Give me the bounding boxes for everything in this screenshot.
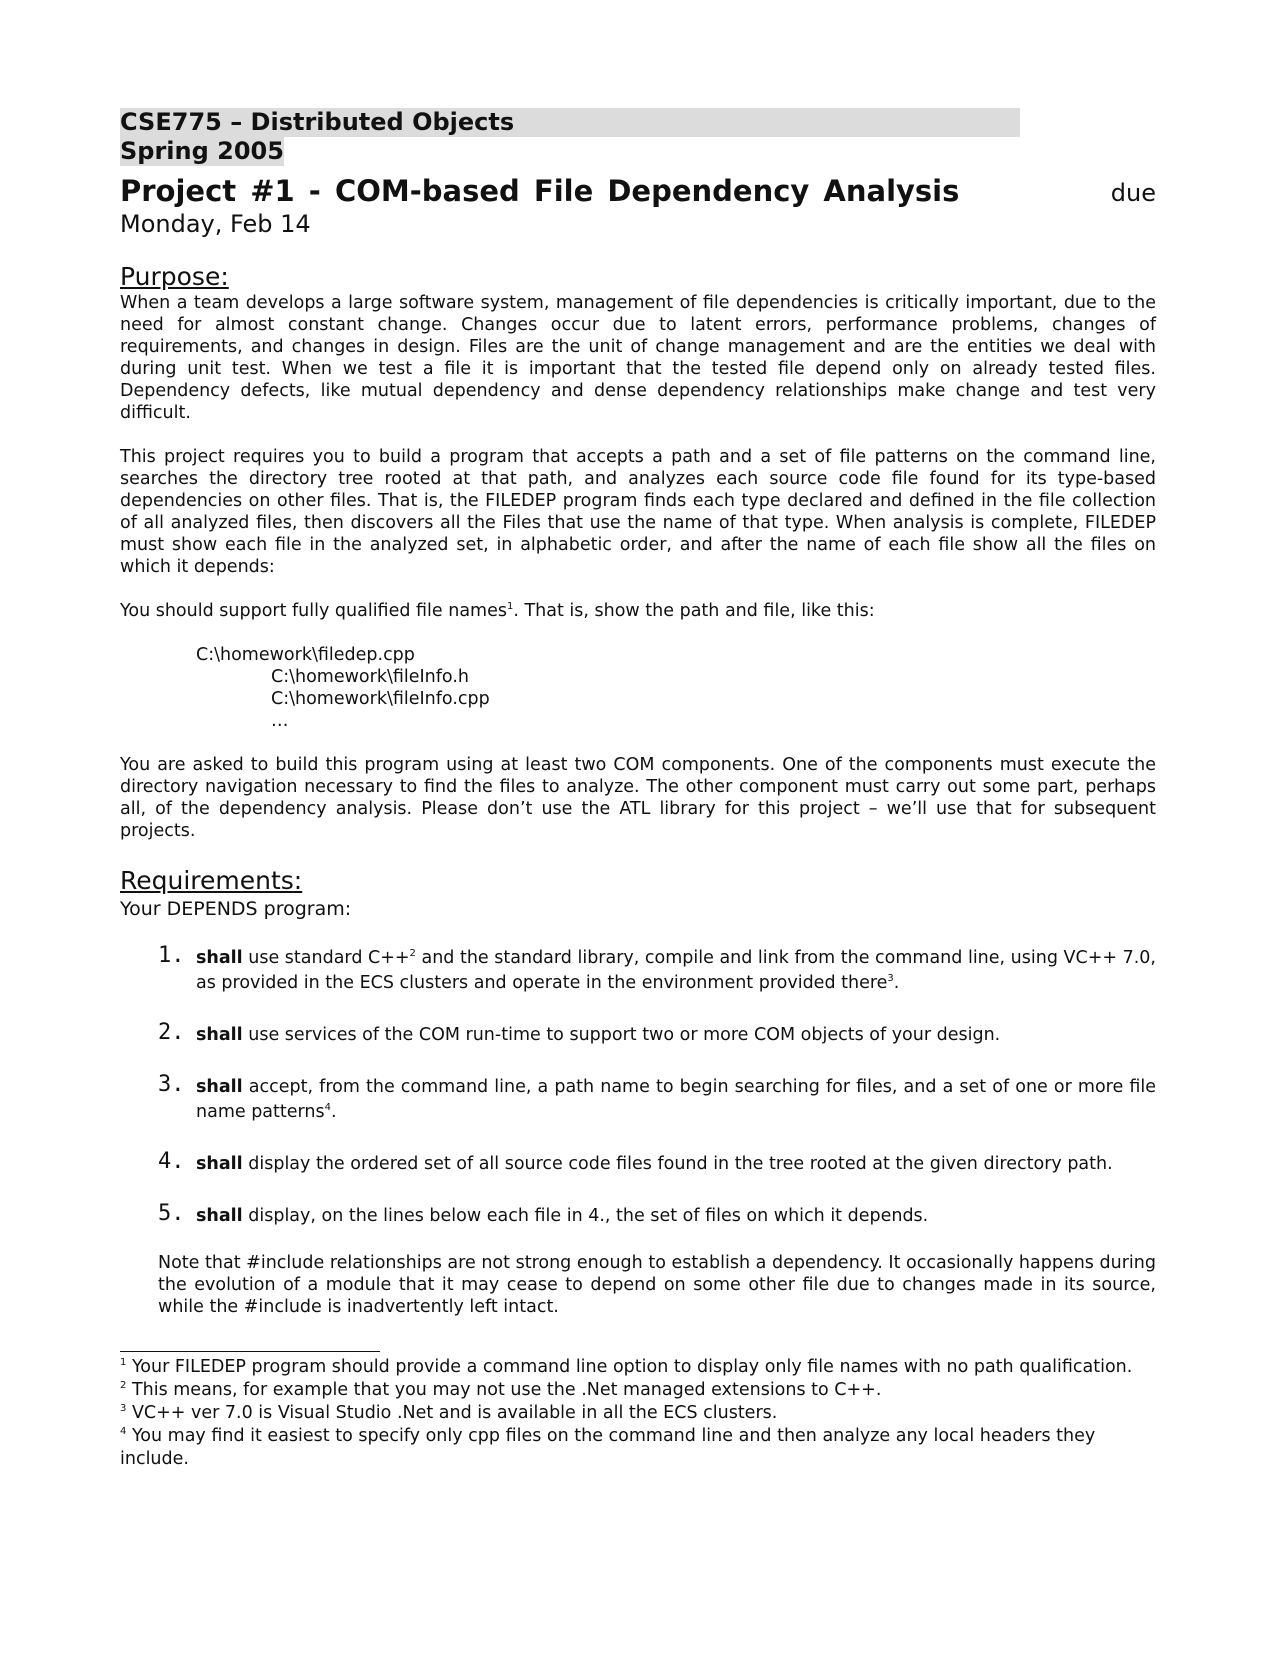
requirement-text-cont: and the standard library, compile and link from the command line, using VC++ 7.0, as provided in the ECS clusters and operate in the environment provided there <box>196 948 1156 993</box>
requirement-text: use standard C++ <box>242 948 410 968</box>
footnote-number: 3 <box>120 1403 127 1415</box>
requirement-number: 5. <box>158 1201 185 1226</box>
footnote-ref-1: 1 <box>506 601 514 613</box>
example-ellipsis: … <box>271 711 289 731</box>
purpose-heading: Purpose: <box>120 262 229 291</box>
requirements-heading: Requirements: <box>120 866 303 895</box>
footnote-ref-3: 3 <box>887 973 894 985</box>
include-note: Note that #include relationships are not strong enough to establish a dependency. It occasionally happens during the evolution of a module that it may cease to depend on some other file due to changes made in its source, while the #include is inadvertently left intact. <box>158 1253 1156 1317</box>
footnotes <box>120 1356 1156 1471</box>
shall-keyword: shall <box>196 1077 243 1097</box>
requirement-item <box>120 1020 1156 1048</box>
requirement-number: 4. <box>158 1149 185 1174</box>
requirement-text: accept, from the command line, a path name to begin searching for files, and a set of one or more file name patterns <box>196 1077 1156 1122</box>
footnote-ref-2: 2 <box>409 948 416 960</box>
requirement-text-end: . <box>893 973 900 993</box>
requirements-intro: Your DEPENDS program: <box>120 898 352 920</box>
purpose-paragraph-1: When a team develops a large software system, management of file dependencies is critically important, due to the need for almost constant change. Changes occur due to latent errors, performance problems, changes of requirements, and changes in design. Files are the unit of change management and are the entities we deal with during unit test. When we test a file it is important that the tested file depend only on already tested files. Dependency defects, like mutual dependency and dense dependency relationships make change and test very difficult. <box>120 293 1156 423</box>
course-title: CSE775 – Distributed Objects <box>120 108 1020 137</box>
footnote <box>120 1425 1156 1471</box>
semester: Spring 2005 <box>120 137 284 165</box>
requirement-text: display the ordered set of all source code files found in the tree rooted at the given directory path. <box>242 1154 1113 1174</box>
requirement-item <box>120 1149 1156 1177</box>
requirement-item <box>120 1072 1156 1125</box>
purpose-paragraph-4: You are asked to build this program using at least two COM components. One of the components must execute the directory navigation necessary to find the files to analyze. The other component must carry out some part, perhaps all, of the dependency analysis. Please don’t use the ATL library for this project – we’ll use that for subsequent projects. <box>120 755 1156 841</box>
purpose-paragraph-3 <box>120 600 1156 622</box>
requirement-number: 3. <box>158 1072 185 1097</box>
purpose-paragraph-2: This project requires you to build a program that accepts a path and a set of file patterns on the command line, searches the directory tree rooted at that path, and analyzes each source code file found for its type-based dependencies on other files. That is, the FILEDEP program finds each type declared and defined in the file collection of all analyzed files, then discovers all the Files that use the name of that type. When analysis is complete, FILEDEP must show each file in the analyzed set, in alphabetic order, and after the name of each file show all the files on which it depends: <box>120 447 1156 577</box>
shall-keyword: shall <box>196 1206 243 1226</box>
p3-text-end: . That is, show the path and file, like this: <box>513 601 875 621</box>
requirement-number: 2. <box>158 1020 185 1045</box>
requirement-number: 1. <box>158 943 185 968</box>
footnote-divider <box>120 1351 380 1352</box>
footnote <box>120 1402 1156 1425</box>
due-date: Monday, Feb 14 <box>120 210 311 238</box>
requirement-item <box>120 943 1156 996</box>
example-root-file: C:\homework\filedep.cpp <box>196 645 415 665</box>
project-title-line <box>120 174 1156 208</box>
requirements-list <box>120 943 1156 1229</box>
example-dep-1: C:\homework\fileInfo.h <box>271 667 469 687</box>
footnote-number: 4 <box>120 1426 127 1438</box>
due-label: due <box>1110 179 1156 207</box>
requirement-text: display, on the lines below each file in 4., the set of files on which it depends. <box>242 1206 929 1226</box>
example-output <box>120 644 1156 732</box>
footnote-text: VC++ ver 7.0 is Visual Studio .Net and is available in all the ECS clusters. <box>126 1403 778 1423</box>
footnote <box>120 1356 1156 1379</box>
shall-keyword: shall <box>196 1154 243 1174</box>
footnote-number: 1 <box>120 1357 127 1369</box>
footnote-text: This means, for example that you may not use the .Net managed extensions to C++. <box>126 1380 882 1400</box>
requirement-text-end: . <box>331 1102 337 1122</box>
document-page <box>120 108 1156 1471</box>
footnote-text: You may find it easiest to specify only cpp files on the command line and then analyze any local headers they include. <box>120 1426 1096 1469</box>
requirement-item <box>120 1201 1156 1229</box>
footnote-ref-4: 4 <box>324 1102 331 1114</box>
shall-keyword: shall <box>196 948 243 968</box>
p3-text-start: You should support fully qualified file names <box>120 601 507 621</box>
requirement-text: use services of the COM run-time to support two or more COM objects of your design. <box>242 1025 1001 1045</box>
example-dep-2: C:\homework\fileInfo.cpp <box>271 689 490 709</box>
footnote-text: Your FILEDEP program should provide a command line option to display only file names with no path qualification. <box>126 1357 1133 1377</box>
project-title: Project #1 - COM-based File Dependency Analysis <box>120 174 960 208</box>
shall-keyword: shall <box>196 1025 243 1045</box>
footnote <box>120 1379 1156 1402</box>
footnote-number: 2 <box>120 1380 127 1392</box>
